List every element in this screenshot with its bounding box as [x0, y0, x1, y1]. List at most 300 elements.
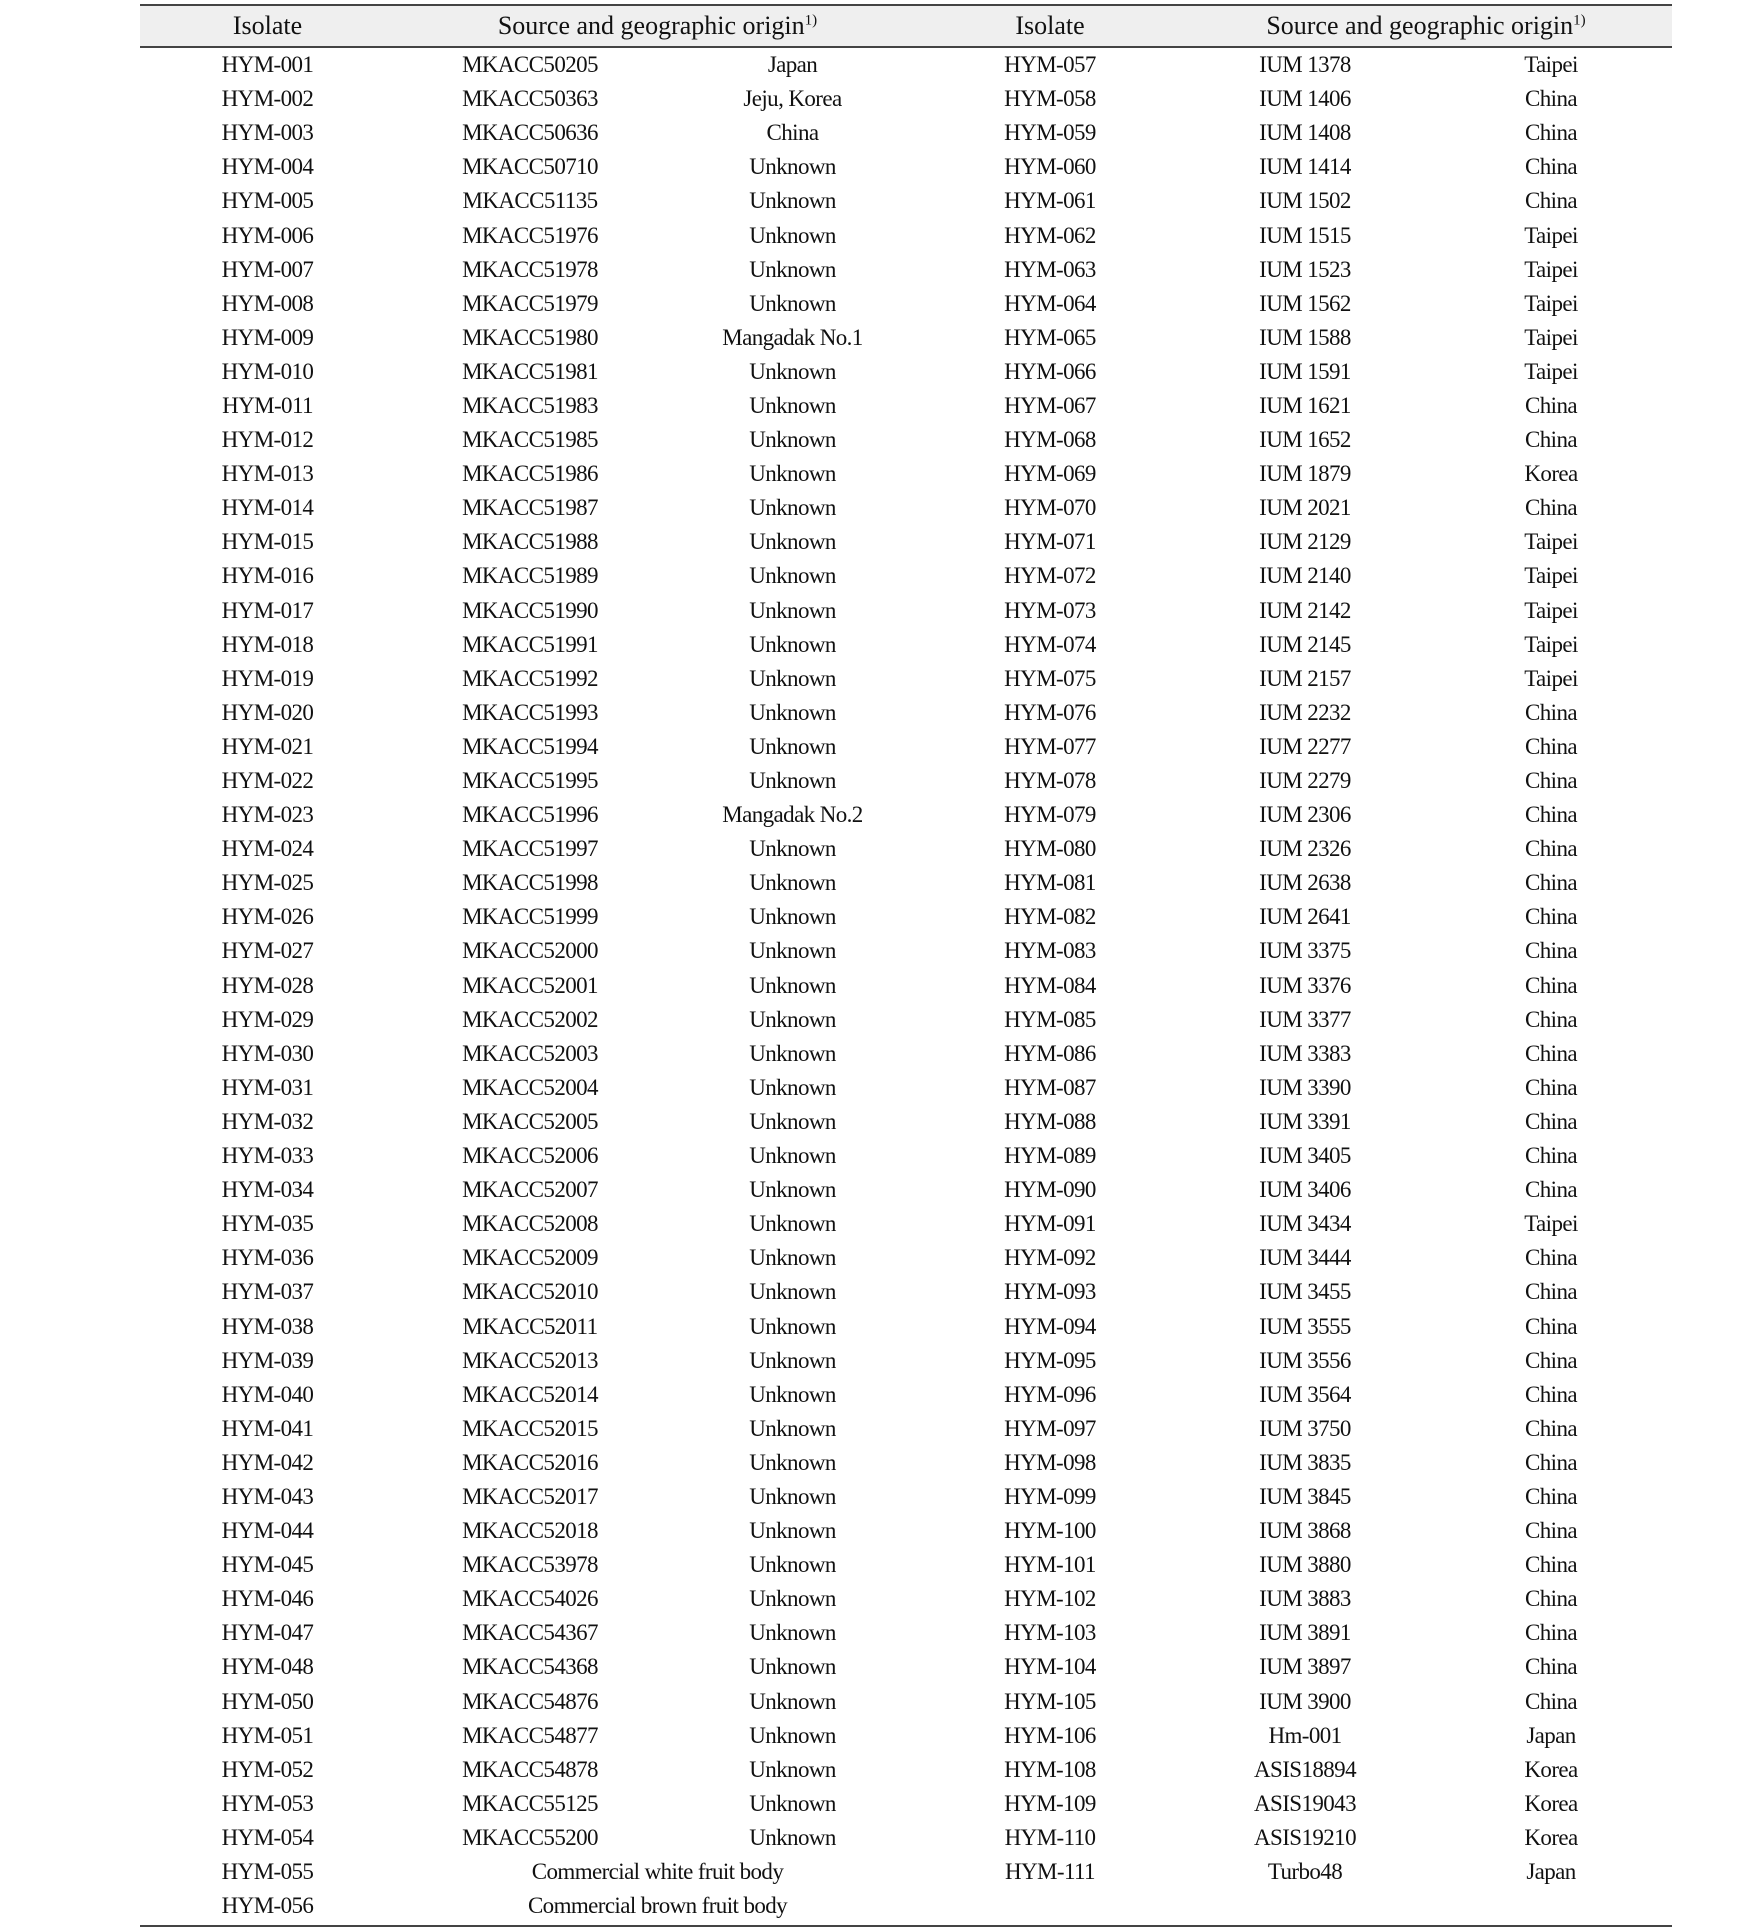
cell-isolate-right: HYM-094	[1004, 1313, 1096, 1339]
cell-source-right: IUM 1414	[1259, 154, 1351, 180]
cell-origin: Unknown	[749, 1381, 836, 1407]
cell-origin-right: China	[1525, 733, 1577, 759]
table-row	[140, 1753, 1672, 1787]
cell-source: MKACC52001	[462, 972, 598, 998]
cell-source-right: IUM 3406	[1259, 1177, 1351, 1203]
cell-origin-right: China	[1525, 1654, 1577, 1680]
cell-origin-right: China	[1525, 1620, 1577, 1646]
cell-origin-right: China	[1525, 938, 1577, 964]
cell-isolate-right: HYM-058	[1004, 86, 1096, 112]
cell-origin-right: China	[1525, 1279, 1577, 1305]
cell-source: MKACC51989	[462, 563, 598, 589]
table-body	[140, 48, 1672, 1855]
cell-isolate-right: HYM-064	[1004, 290, 1096, 316]
cell-source-right: IUM 2140	[1259, 563, 1351, 589]
cell-isolate-right: HYM-085	[1004, 1006, 1096, 1032]
cell-isolate-right: HYM-086	[1004, 1040, 1096, 1066]
cell-isolate-right: HYM-075	[1004, 665, 1096, 691]
cell-origin-right: Taipei	[1524, 290, 1578, 316]
cell-origin: Unknown	[749, 631, 836, 657]
cell-source: MKACC52016	[462, 1449, 598, 1475]
cell-origin: Unknown	[749, 1006, 836, 1032]
cell-isolate-right: HYM-106	[1004, 1722, 1096, 1748]
cell-source: MKACC50710	[462, 154, 598, 180]
cell-origin-right: Taipei	[1524, 256, 1578, 282]
cell-origin: Unknown	[749, 461, 836, 487]
header-source-left	[395, 11, 920, 41]
table-row	[140, 116, 1672, 150]
cell-origin: Unknown	[749, 768, 836, 794]
table-row	[140, 1821, 1672, 1855]
cell-isolate: HYM-040	[221, 1381, 314, 1407]
table-row	[140, 389, 1672, 423]
cell-source-right: IUM 1502	[1259, 188, 1351, 214]
cell-source: MKACC54876	[462, 1688, 598, 1714]
cell-isolate: HYM-020	[221, 699, 314, 725]
cell-source: MKACC51988	[462, 529, 598, 555]
table-row	[140, 1650, 1672, 1684]
table-row	[140, 1105, 1672, 1139]
cell-origin-right: Korea	[1524, 1790, 1578, 1816]
cell-origin: Unknown	[749, 1143, 836, 1169]
table-row	[140, 969, 1672, 1003]
cell-source: MKACC51985	[462, 427, 598, 453]
cell-isolate-right: HYM-078	[1004, 768, 1096, 794]
cell-isolate: HYM-039	[221, 1347, 314, 1373]
cell-source-right: IUM 3555	[1259, 1313, 1351, 1339]
cell-isolate: HYM-054	[221, 1824, 314, 1850]
cell-isolate-right: HYM-099	[1004, 1483, 1096, 1509]
table-row	[140, 1685, 1672, 1719]
cell-origin: Mangadak No.1	[722, 324, 863, 350]
cell-isolate: HYM-050	[221, 1688, 314, 1714]
cell-isolate-right: HYM-061	[1004, 188, 1096, 214]
cell-origin-right: Japan	[1526, 1722, 1576, 1748]
header-isolate-right: Isolate	[1015, 11, 1085, 40]
cell-source: MKACC51981	[462, 358, 598, 384]
cell-isolate-right: HYM-090	[1004, 1177, 1096, 1203]
cell-isolate-right: HYM-067	[1004, 392, 1096, 418]
cell-origin: Unknown	[749, 972, 836, 998]
cell-isolate: HYM-008	[221, 290, 314, 316]
cell-origin-right: Taipei	[1524, 52, 1578, 78]
cell-origin: Unknown	[749, 870, 836, 896]
table-row	[140, 1412, 1672, 1446]
cell-isolate-right: HYM-102	[1004, 1586, 1096, 1612]
cell-origin: Unknown	[749, 1245, 836, 1271]
cell-isolate-right: HYM-060	[1004, 154, 1096, 180]
cell-isolate: HYM-051	[221, 1722, 314, 1748]
cell-origin: Mangadak No.2	[722, 802, 863, 828]
cell-source: MKACC51991	[462, 631, 598, 657]
cell-source: MKACC52005	[462, 1108, 598, 1134]
table-row	[140, 1616, 1672, 1650]
table-row	[140, 82, 1672, 116]
cell-isolate: HYM-013	[221, 461, 314, 487]
cell-isolate: HYM-045	[221, 1552, 314, 1578]
cell-source: MKACC52011	[462, 1313, 598, 1339]
table-row	[140, 934, 1672, 968]
table-row	[140, 218, 1672, 252]
cell-origin: Unknown	[749, 290, 836, 316]
cell-source-right: IUM 3376	[1259, 972, 1351, 998]
cell-source-right: IUM 3564	[1259, 1381, 1351, 1407]
table-row	[140, 866, 1672, 900]
table-row	[140, 1344, 1672, 1378]
cell-source-right: IUM 3391	[1259, 1108, 1351, 1134]
cell-source-right: IUM 2279	[1259, 768, 1351, 794]
cell-isolate: HYM-046	[221, 1586, 314, 1612]
cell-isolate: HYM-004	[221, 154, 314, 180]
cell-origin-right: China	[1525, 768, 1577, 794]
cell-source: MKACC51987	[462, 495, 598, 521]
cell-source-right: Hm-001	[1268, 1722, 1342, 1748]
cell-isolate-right: HYM-073	[1004, 597, 1096, 623]
cell-origin: Unknown	[749, 1756, 836, 1782]
cell-source-right: IUM 3375	[1259, 938, 1351, 964]
cell-origin: Unknown	[749, 392, 836, 418]
cell-origin-right: Taipei	[1524, 597, 1578, 623]
cell-isolate-right: HYM-062	[1004, 222, 1096, 248]
table-row	[140, 1207, 1672, 1241]
cell-isolate: HYM-011	[222, 392, 313, 418]
cell-source-right: IUM 1621	[1259, 392, 1351, 418]
cell-source: MKACC52010	[462, 1279, 598, 1305]
cell-source-right: IUM 3880	[1259, 1552, 1351, 1578]
cell-isolate-right: HYM-057	[1004, 52, 1096, 78]
cell-source: MKACC51976	[462, 222, 598, 248]
cell-isolate-right: HYM-077	[1004, 733, 1096, 759]
cell-isolate: HYM-023	[221, 802, 314, 828]
cell-isolate: HYM-001	[221, 52, 314, 78]
cell-source: MKACC52013	[462, 1347, 598, 1373]
table-row	[140, 253, 1672, 287]
cell-source: MKACC54368	[462, 1654, 598, 1680]
table-row	[140, 696, 1672, 730]
cell-origin-right: China	[1525, 870, 1577, 896]
cell-origin-right: China	[1525, 699, 1577, 725]
table-row	[140, 48, 1672, 82]
cell-isolate: HYM-006	[221, 222, 314, 248]
cell-origin: Unknown	[749, 188, 836, 214]
cell-isolate: HYM-044	[221, 1518, 314, 1544]
cell-isolate-right: HYM-069	[1004, 461, 1096, 487]
cell-isolate: HYM-052	[221, 1756, 314, 1782]
cell-isolate-right: HYM-081	[1004, 870, 1096, 896]
cell-isolate: HYM-053	[221, 1790, 314, 1816]
table-row	[140, 730, 1672, 764]
cell-isolate: HYM-026	[221, 904, 314, 930]
cell-source: MKACC52007	[462, 1177, 598, 1203]
cell-isolate-right: HYM-080	[1004, 836, 1096, 862]
cell-source-right: ASIS19210	[1254, 1824, 1356, 1850]
cell-isolate-right: HYM-070	[1004, 495, 1096, 521]
cell-source-right: IUM 2277	[1259, 733, 1351, 759]
cell-source: MKACC51995	[462, 768, 598, 794]
cell-isolate: HYM-034	[221, 1177, 314, 1203]
cell-source-right: ASIS19043	[1254, 1790, 1356, 1816]
cell-isolate: HYM-033	[221, 1143, 314, 1169]
cell-origin: Unknown	[749, 1586, 836, 1612]
cell-source: MKACC51993	[462, 699, 598, 725]
cell-isolate-right: HYM-065	[1004, 324, 1096, 350]
cell-isolate-right: HYM-084	[1004, 972, 1096, 998]
cell-origin: Unknown	[749, 222, 836, 248]
table-row	[140, 798, 1672, 832]
cell-origin-right: China	[1525, 120, 1577, 146]
cell-origin-right: Taipei	[1524, 1211, 1578, 1237]
cell-isolate-right: HYM-103	[1004, 1620, 1096, 1646]
cell-source: MKACC54877	[462, 1722, 598, 1748]
cell-isolate: HYM-047	[221, 1620, 314, 1646]
cell-source: MKACC52006	[462, 1143, 598, 1169]
cell-origin: Unknown	[749, 1824, 836, 1850]
cell-isolate: HYM-030	[221, 1040, 314, 1066]
cell-source-right: IUM 2638	[1259, 870, 1351, 896]
cell-isolate-right: HYM-101	[1004, 1552, 1096, 1578]
cell-origin: Unknown	[749, 563, 836, 589]
cell-source-right: IUM 1406	[1259, 86, 1351, 112]
cell-isolate: HYM-027	[221, 938, 314, 964]
cell-isolate-right: HYM-066	[1004, 358, 1096, 384]
cell-isolate-right: HYM-108	[1004, 1756, 1096, 1782]
table-row	[140, 1037, 1672, 1071]
cell-isolate: HYM-025	[221, 870, 314, 896]
cell-source: MKACC52008	[462, 1211, 598, 1237]
cell-origin-right: China	[1525, 1483, 1577, 1509]
cell-isolate-right: HYM-068	[1004, 427, 1096, 453]
cell-origin: Unknown	[749, 529, 836, 555]
table-row	[140, 1071, 1672, 1105]
table-row	[140, 1548, 1672, 1582]
cell-origin: Unknown	[749, 1552, 836, 1578]
cell-isolate-right: HYM-110	[1004, 1824, 1096, 1850]
cell-origin: Unknown	[749, 1483, 836, 1509]
cell-origin: Jeju, Korea	[743, 86, 842, 112]
table-row	[140, 662, 1672, 696]
cell-isolate: HYM-009	[221, 324, 314, 350]
cell-isolate: HYM-055	[221, 1859, 314, 1885]
cell-isolate: HYM-036	[221, 1245, 314, 1271]
cell-source-right: IUM 3868	[1259, 1518, 1351, 1544]
table-row	[140, 1719, 1672, 1753]
cell-source: MKACC52003	[462, 1040, 598, 1066]
cell-source-right: IUM 3897	[1259, 1654, 1351, 1680]
cell-source-right: IUM 3405	[1259, 1143, 1351, 1169]
table-header	[140, 4, 1672, 48]
cell-isolate-right: HYM-072	[1004, 563, 1096, 589]
cell-origin-right: Taipei	[1524, 529, 1578, 555]
cell-origin: Unknown	[749, 1108, 836, 1134]
cell-origin: Unknown	[749, 1211, 836, 1237]
cell-isolate-right: HYM-093	[1004, 1279, 1096, 1305]
cell-source: Commercial brown fruit body	[527, 1893, 788, 1919]
cell-source-right: IUM 2306	[1259, 802, 1351, 828]
cell-origin: Unknown	[749, 938, 836, 964]
cell-origin: Unknown	[749, 427, 836, 453]
cell-origin-right: Taipei	[1524, 358, 1578, 384]
cell-isolate-right: HYM-092	[1004, 1245, 1096, 1271]
cell-source-right: IUM 1562	[1259, 290, 1351, 316]
cell-isolate-right: HYM-089	[1004, 1143, 1096, 1169]
table-row	[140, 1787, 1672, 1821]
cell-source: MKACC52018	[462, 1518, 598, 1544]
cell-origin-right: Taipei	[1524, 324, 1578, 350]
cell-source-right: IUM 1588	[1259, 324, 1351, 350]
cell-isolate: HYM-015	[221, 529, 314, 555]
cell-source: MKACC52017	[462, 1483, 598, 1509]
cell-isolate: HYM-003	[221, 120, 314, 146]
cell-source-right: IUM 2326	[1259, 836, 1351, 862]
cell-isolate: HYM-019	[221, 665, 314, 691]
cell-origin: Unknown	[749, 1074, 836, 1100]
cell-isolate-right: HYM-105	[1004, 1688, 1096, 1714]
cell-source: MKACC55200	[462, 1824, 598, 1850]
cell-origin-right: China	[1525, 1040, 1577, 1066]
cell-source: MKACC54026	[462, 1586, 598, 1612]
table-row	[140, 150, 1672, 184]
isolate-table	[140, 4, 1672, 1927]
table-row	[140, 1173, 1672, 1207]
cell-isolate: HYM-037	[221, 1279, 314, 1305]
cell-source: MKACC52014	[462, 1381, 598, 1407]
cell-origin-right: China	[1525, 1518, 1577, 1544]
table-row	[140, 1275, 1672, 1309]
cell-isolate-right: HYM-063	[1004, 256, 1096, 282]
cell-isolate-right: HYM-088	[1004, 1108, 1096, 1134]
cell-source-right: IUM 1591	[1259, 358, 1351, 384]
cell-source: MKACC51978	[462, 256, 598, 282]
cell-source: Commercial white fruit body	[531, 1859, 784, 1885]
cell-origin-right: China	[1525, 188, 1577, 214]
cell-source-right: IUM 1879	[1259, 461, 1351, 487]
header-source-left-text: Source and geographic origin	[497, 11, 805, 40]
cell-origin: Unknown	[749, 1654, 836, 1680]
cell-source-right: ASIS18894	[1254, 1756, 1356, 1782]
cell-origin: Unknown	[749, 904, 836, 930]
cell-source-right: IUM 3556	[1259, 1347, 1351, 1373]
cell-origin-right: China	[1525, 86, 1577, 112]
cell-source: MKACC51994	[462, 733, 598, 759]
table-row	[140, 559, 1672, 593]
cell-origin: China	[766, 120, 819, 146]
cell-source: MKACC52009	[462, 1245, 598, 1271]
cell-origin: Unknown	[749, 1279, 836, 1305]
cell-origin: Unknown	[749, 154, 836, 180]
table-row	[140, 457, 1672, 491]
cell-origin-right: Korea	[1524, 1824, 1578, 1850]
cell-origin-right: China	[1525, 802, 1577, 828]
cell-origin: Unknown	[749, 836, 836, 862]
cell-isolate: HYM-028	[221, 972, 314, 998]
table-row	[140, 594, 1672, 628]
cell-source: MKACC51992	[462, 665, 598, 691]
cell-source: MKACC51998	[462, 870, 598, 896]
cell-source-right: IUM 2129	[1259, 529, 1351, 555]
footnote-marker: 1)	[1573, 12, 1586, 29]
cell-isolate-right: HYM-071	[1004, 529, 1096, 555]
table-row	[140, 321, 1672, 355]
cell-origin-right: Taipei	[1524, 665, 1578, 691]
table-row	[140, 1309, 1672, 1343]
table-row	[140, 1582, 1672, 1616]
cell-source-right: IUM 2641	[1259, 904, 1351, 930]
cell-origin: Unknown	[749, 495, 836, 521]
cell-isolate-right: HYM-079	[1004, 802, 1096, 828]
cell-isolate: HYM-048	[221, 1654, 314, 1680]
cell-origin-right: China	[1525, 1074, 1577, 1100]
table-row	[140, 1855, 1672, 1889]
cell-source: MKACC54878	[462, 1756, 598, 1782]
cell-isolate-right: HYM-091	[1004, 1211, 1096, 1237]
cell-isolate: HYM-014	[221, 495, 314, 521]
cell-origin-right: China	[1525, 1313, 1577, 1339]
cell-source: MKACC55125	[462, 1790, 598, 1816]
cell-origin: Unknown	[749, 1449, 836, 1475]
table-row	[140, 1241, 1672, 1275]
cell-isolate: HYM-012	[221, 427, 314, 453]
cell-origin-right: Japan	[1526, 1859, 1576, 1885]
cell-origin-right: China	[1525, 1415, 1577, 1441]
cell-origin: Unknown	[749, 1518, 836, 1544]
table-row	[140, 1514, 1672, 1548]
cell-isolate-right: HYM-097	[1004, 1415, 1096, 1441]
cell-isolate-right: HYM-059	[1004, 120, 1096, 146]
cell-source: MKACC51997	[462, 836, 598, 862]
cell-origin: Unknown	[749, 1040, 836, 1066]
cell-source: MKACC52015	[462, 1415, 598, 1441]
cell-source-right: IUM 2157	[1259, 665, 1351, 691]
cell-isolate-right: HYM-074	[1004, 631, 1096, 657]
cell-origin-right: China	[1525, 1552, 1577, 1578]
table-row	[140, 525, 1672, 559]
cell-isolate: HYM-031	[221, 1074, 314, 1100]
cell-origin-right: China	[1525, 1586, 1577, 1612]
cell-isolate: HYM-002	[221, 86, 314, 112]
cell-origin-right: China	[1525, 1449, 1577, 1475]
table-row	[140, 491, 1672, 525]
cell-isolate: HYM-043	[221, 1483, 314, 1509]
cell-origin: Unknown	[749, 1790, 836, 1816]
cell-isolate: HYM-005	[221, 188, 314, 214]
cell-source: MKACC50363	[462, 86, 598, 112]
cell-source: MKACC51990	[462, 597, 598, 623]
cell-isolate: HYM-056	[221, 1893, 314, 1919]
cell-source: MKACC51135	[462, 188, 598, 214]
cell-isolate-right: HYM-083	[1004, 938, 1096, 964]
cell-source-right: IUM 1378	[1259, 52, 1351, 78]
cell-origin-right: China	[1525, 495, 1577, 521]
cell-source-right: IUM 3883	[1259, 1586, 1351, 1612]
cell-source-right: IUM 2142	[1259, 597, 1351, 623]
cell-source-right: IUM 3900	[1259, 1688, 1351, 1714]
cell-origin: Unknown	[749, 256, 836, 282]
cell-origin-right: China	[1525, 427, 1577, 453]
cell-origin: Unknown	[749, 1347, 836, 1373]
cell-source: MKACC51983	[462, 392, 598, 418]
cell-isolate: HYM-041	[221, 1415, 314, 1441]
cell-isolate-right: HYM-095	[1004, 1347, 1096, 1373]
cell-origin-right: China	[1525, 1143, 1577, 1169]
table-row	[140, 1889, 1672, 1923]
cell-isolate-right: HYM-087	[1004, 1074, 1096, 1100]
cell-isolate: HYM-018	[221, 631, 314, 657]
cell-source: MKACC51999	[462, 904, 598, 930]
footnote-marker: 1)	[804, 12, 818, 29]
cell-origin-right: China	[1525, 1688, 1577, 1714]
cell-source-right: IUM 2145	[1259, 631, 1351, 657]
cell-source: MKACC50636	[462, 120, 598, 146]
